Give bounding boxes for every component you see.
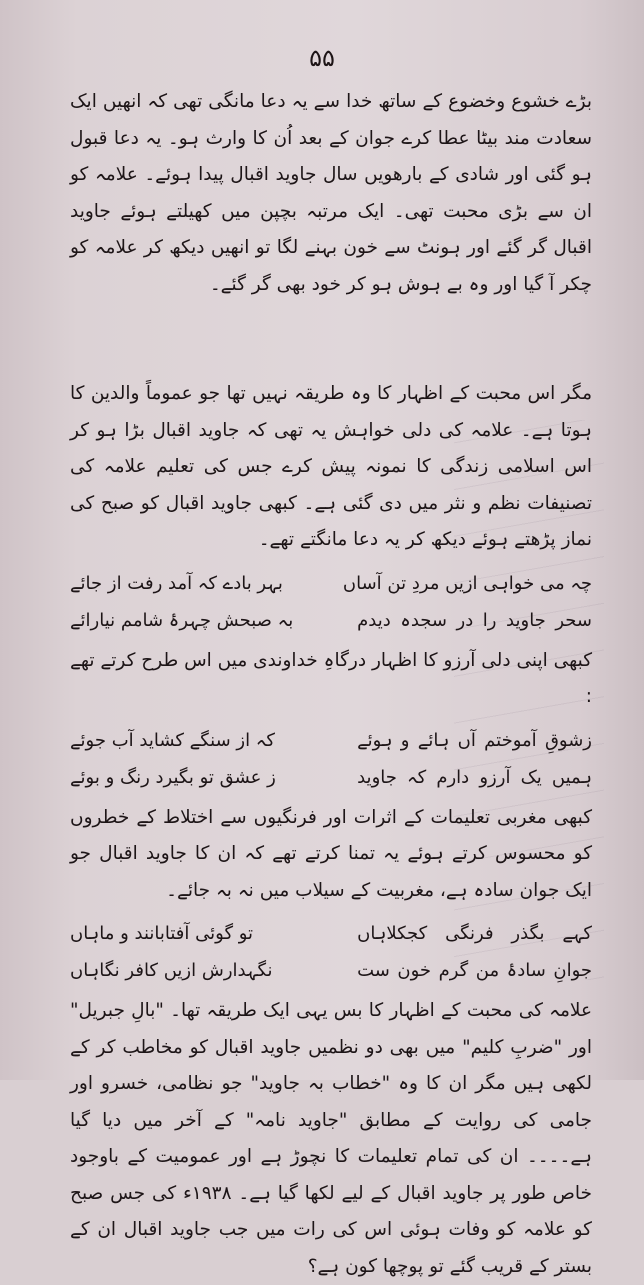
verse-line <box>70 565 592 602</box>
hemistich: کہے بگذر فرنگی کجکلاہاں <box>357 923 592 944</box>
paragraph-2: مگر اس محبت کے اظہار کا وہ طریقہ نہیں تھا جو عموماً والدین کا ہوتا ہے۔ علامہ کی دلی خواہش یہ تھی کہ جاوید اقبال بڑا ہو کر اس اسلامی زندگی کا نمونہ پیش کرے جس کی تعلیم علامہ کی تصنیفات نظم و نثر میں دی گئی ہے۔ کبھی جاوید اقبال کو صبح کی نماز پڑھتے ہوئے دیکھ کر یہ دعا مانگتے تھے۔ <box>70 383 592 550</box>
paragraph-3: کبھی اپنی دلی آرزو کا اظہار درگاہِ خداوندی میں اس طرح کرتے تھے : <box>70 649 592 707</box>
verse-line <box>70 952 592 989</box>
verse-line <box>70 602 592 639</box>
page-number: ۵۵ <box>309 44 335 72</box>
hemistich: بہ صبحش چہرۂ شامم نیارائے <box>70 609 294 631</box>
hemistich: نگہدارش ازیں کافر نگاہاں <box>70 960 273 981</box>
couplet-2 <box>70 722 592 796</box>
paragraph-5: علامہ کی محبت کے اظہار کا بس یہی ایک طریقہ تھا۔ "بالِ جبریل" اور "ضربِ کلیم" میں بھی دو نظمیں جاوید اقبال کو مخاطب کر کے لکھی ہیں مگر ان کا وہ "خطاب بہ جاوید" جو نظامی، خسرو اور جامی کی روایت کے مطابق "جاوید نامہ" کے آخر میں دیا گیا ہے۔۔۔۔ ان کی تمام تعلیمات کا نچوڑ ہے اور عمومیت کے باوجود خاص طور پر جاوید اقبال کے لیے لکھا گیا ہے۔ ۱۹۳۸ء کی جس صبح کو علامہ کو وفات ہوئی اس کی رات میں جب جاوید اقبال ان کے بستر کے قریب گئے تو پوچھا کون ہے؟ <box>70 1000 592 1277</box>
hemistich: کہ از سنگے کشاید آب جوئے <box>70 729 275 751</box>
hemistich: ہمیں یک آرزو دارم کہ جاوید <box>357 766 592 788</box>
hemistich: ز عشق تو بگیرد رنگ و بوئے <box>70 766 276 788</box>
hemistich: جوانِ سادۂ من گرم خون ست <box>357 960 592 981</box>
hemistich: سحر جاوید را در سجدہ دیدم <box>357 609 592 631</box>
page-text <box>70 84 592 1285</box>
hemistich: تو گوئی آفتابانند و ماہاں <box>70 923 254 944</box>
couplet-1 <box>70 565 592 639</box>
verse-line <box>70 759 592 796</box>
verse-line <box>70 722 592 759</box>
hemistich: چہ می خواہی ازیں مردِ تن آساں <box>342 572 592 594</box>
paragraph-4: کبھی مغربی تعلیمات کے اثرات اور فرنگیوں سے اختلاط کے خطروں کو محسوس کرتے ہوئے یہ تمنا کرتے تھے کہ ان کا جاوید اقبال جو ایک جوان سادہ ہے، مغربیت کے سیلاب میں نہ بہ جائے۔ <box>70 806 592 901</box>
hemistich: زشوقِ آموختم آں ہائے و ہوئے <box>357 729 592 751</box>
verse-line <box>70 915 592 952</box>
hemistich: بہر بادے کہ آمد رفت از جائے <box>70 572 283 594</box>
paragraph-1: بڑے خشوع وخضوع کے ساتھ خدا سے یہ دعا مانگی تھی کہ انھیں ایک سعادت مند بیٹا عطا کرے جوان کے بعد اُن کا وارث ہو۔ یہ دعا قبول ہو گئی اور شادی کے بارھویں سال جاوید اقبال پیدا ہوئے۔ علامہ کو ان سے بڑی محبت تھی۔ ایک مرتبہ بچپن میں کھیلتے ہوئے جاوید اقبال گر گئے اور ہونٹ سے خون بہنے لگا تو انھیں دیکھ کر علامہ کو چکر آ گیا اور وہ بے ہوش ہو کر خود بھی گر گئے۔ <box>70 91 592 295</box>
couplet-3 <box>70 915 592 989</box>
